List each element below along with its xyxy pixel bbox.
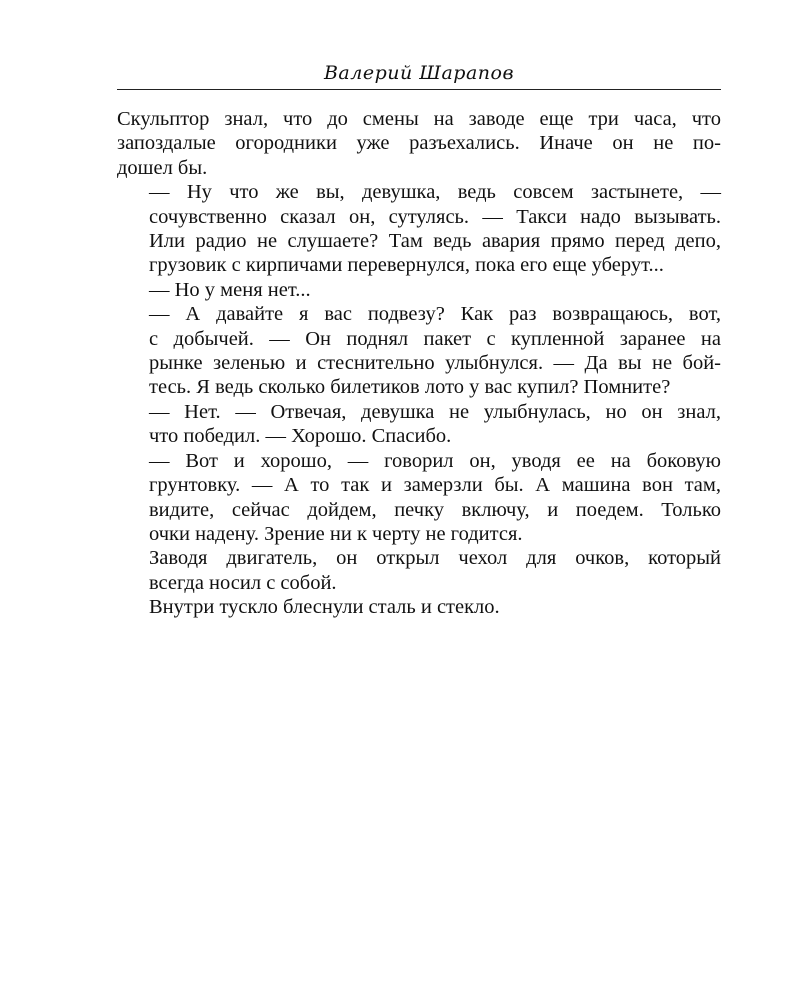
body-text <box>117 107 721 620</box>
running-head-author: Валерий Шарапов <box>323 62 515 84</box>
paragraph <box>117 278 721 302</box>
text-line: Заводя двигатель, он открыл чехол для очков, который <box>149 547 721 570</box>
text-line: Скульптор знал, что до смены на заводе еще три часа, что <box>117 108 721 130</box>
paragraph <box>117 595 721 619</box>
text-line: Внутри тускло блеснули сталь и стекло. <box>149 596 500 619</box>
paragraph <box>117 107 721 180</box>
text-line: дошел бы. <box>117 156 208 179</box>
text-line: Или радио не слушаете? Там ведь авария прямо перед депо, <box>149 230 721 253</box>
text-line: грузовик с кирпичами перевернулся, пока его еще уберут... <box>149 254 664 277</box>
text-line: тесь. Я ведь сколько билетиков лото у вас купил? Помните? <box>149 376 671 399</box>
text-line: — Нет. — Отвечая, девушка не улыбнулась, но он знал, <box>149 400 721 423</box>
book-page <box>117 0 721 1000</box>
header-rule <box>117 89 721 90</box>
text-line: рынке зеленью и стеснительно улыбнулся. — Да вы не бой- <box>149 352 721 375</box>
text-line: — Вот и хорошо, — говорил он, уводя ее на боковую <box>149 449 721 472</box>
text-line: грунтовку. — А то так и замерзли бы. А машина вон там, <box>149 474 721 497</box>
text-line: с добычей. — Он поднял пакет с купленной заранее на <box>149 327 721 350</box>
text-line: — А давайте я вас подвезу? Как раз возвращаюсь, вот, <box>149 303 721 326</box>
paragraph <box>117 449 721 547</box>
text-line: что победил. — Хорошо. Спасибо. <box>149 425 452 448</box>
paragraph <box>117 546 721 595</box>
paragraph <box>117 400 721 449</box>
text-line: всегда носил с собой. <box>149 571 337 594</box>
text-line: — Но у меня нет... <box>149 278 311 301</box>
text-line: — Ну что же вы, девушка, ведь совсем застынете, — <box>149 181 721 204</box>
text-line: очки надену. Зрение ни к черту не годится. <box>149 522 523 545</box>
text-line: видите, сейчас дойдем, печку включу, и поедем. Только <box>149 498 721 521</box>
text-line: запоздалые огородники уже разъехались. Иначе он не по- <box>117 132 721 155</box>
paragraph <box>117 302 721 400</box>
text-line: сочувственно сказал он, сутулясь. — Такси надо вызывать. <box>149 205 721 228</box>
paragraph <box>117 180 721 278</box>
